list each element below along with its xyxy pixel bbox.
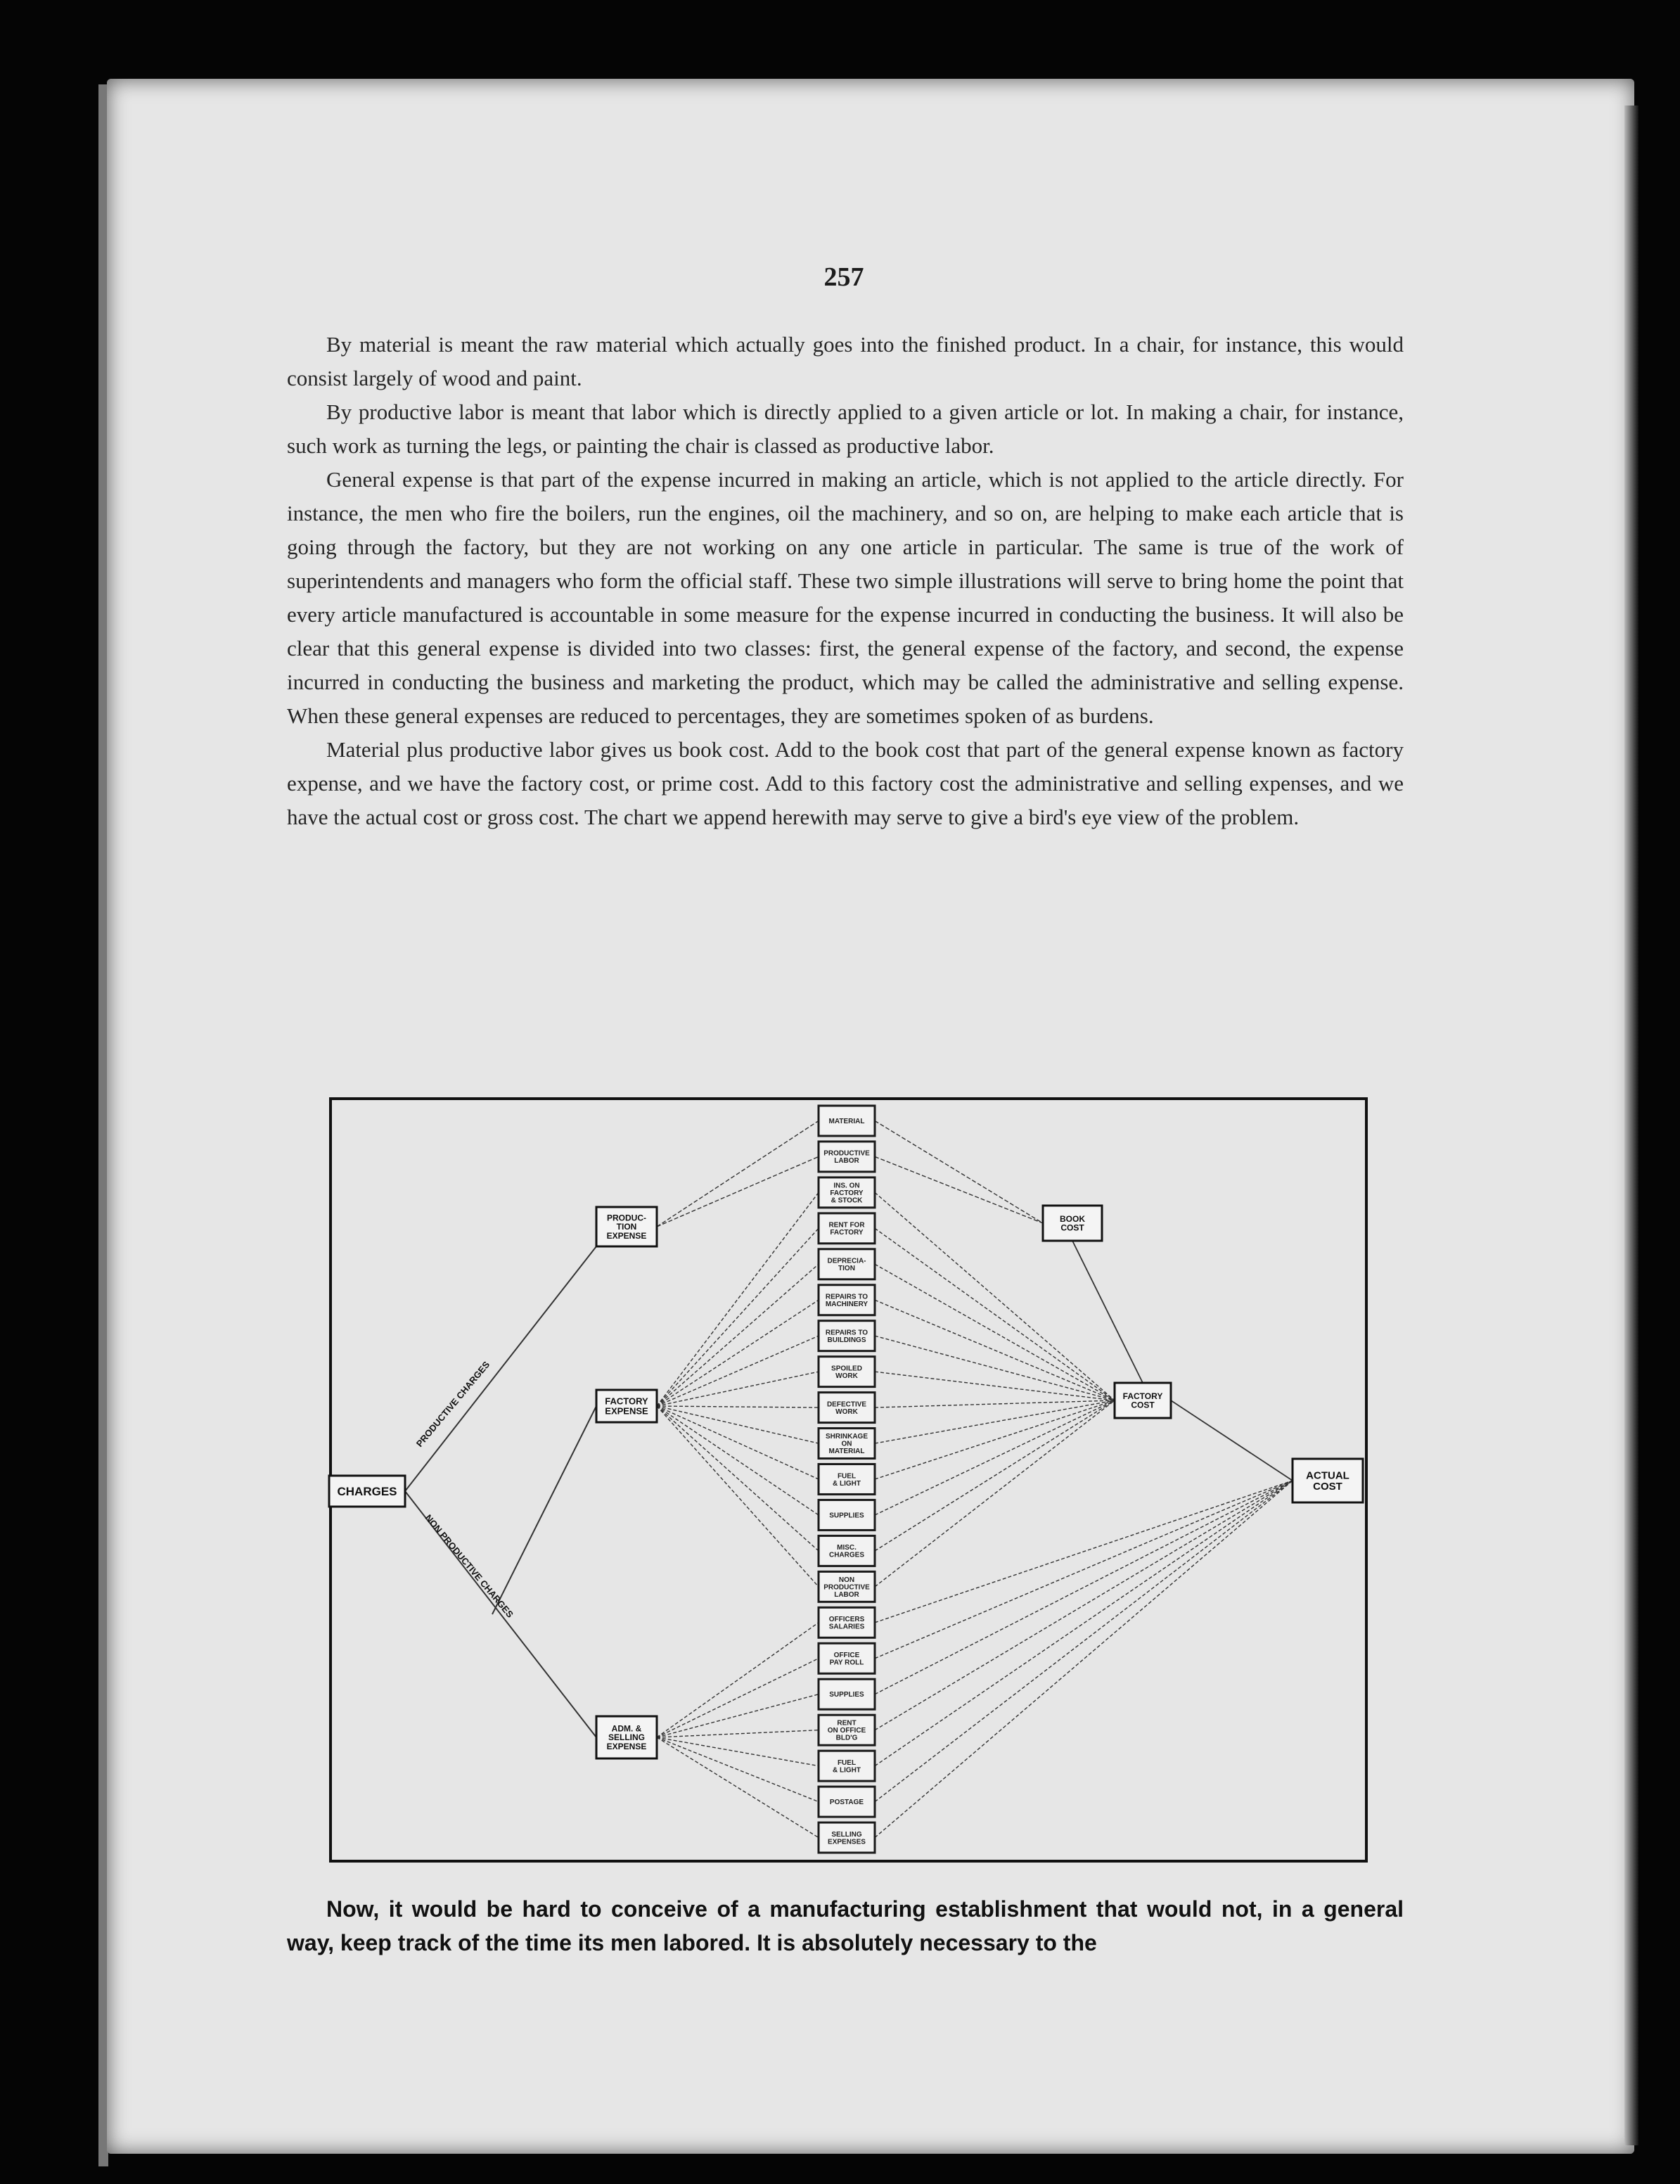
expense-item-label: LABOR	[834, 1157, 859, 1166]
factory-expense-link	[657, 1264, 819, 1406]
actual-cost-link	[875, 1481, 1293, 1838]
expense-item-label: MATERIAL	[828, 1117, 865, 1125]
expense-item-label: WORK	[835, 1407, 858, 1416]
expense-item-label: SELLING	[831, 1830, 862, 1839]
factory-cost-link	[875, 1400, 1115, 1587]
expense-item-label: OFFICE	[833, 1652, 860, 1660]
expense-item-label: DEPRECIA-	[827, 1257, 866, 1265]
expense-item-label: NON	[838, 1576, 855, 1584]
book-cost-link	[875, 1156, 1043, 1223]
productive-charges-line	[405, 1246, 596, 1491]
factory-cost-label: COST	[1131, 1400, 1155, 1410]
expense-item-label: POSTAGE	[829, 1799, 864, 1807]
expense-item-label: ON	[841, 1440, 852, 1448]
adm-expense-link	[657, 1737, 819, 1802]
paragraph-material: By material is meant the raw material which actually goes into the finished product. In a chair, for instance, this would consist largely of wood and paint.	[287, 332, 1404, 390]
factory-expense-link	[657, 1192, 819, 1406]
factory-expense-link	[657, 1300, 819, 1406]
actual-cost-link	[875, 1481, 1293, 1623]
expense-item-label: SUPPLIES	[829, 1512, 864, 1520]
factory-cost-link	[875, 1336, 1115, 1400]
expense-item-label: WORK	[835, 1372, 858, 1380]
adm-expense-link	[657, 1737, 819, 1766]
factory-expense-label: EXPENSE	[605, 1405, 648, 1417]
expense-item-label: ON OFFICE	[827, 1727, 866, 1735]
expense-item-label: EXPENSES	[828, 1838, 866, 1846]
production-link	[657, 1120, 819, 1227]
expense-item-label: FUEL	[837, 1758, 857, 1767]
expense-item-label: FACTORY	[830, 1189, 864, 1197]
production-expense-label: TION	[616, 1222, 637, 1232]
non-productive-to-factory-line	[492, 1406, 596, 1614]
factory-cost-link	[875, 1372, 1115, 1400]
adm-selling-expense-label: SELLING	[608, 1732, 646, 1743]
bottom-text	[287, 1892, 1404, 1960]
adm-selling-expense-label: ADM. &	[611, 1723, 642, 1734]
expense-item-label: RENT	[837, 1719, 857, 1728]
expense-item-label: SUPPLIES	[829, 1691, 864, 1699]
factory-to-actual-cost-line	[1171, 1400, 1293, 1481]
actual-cost-label: ACTUAL	[1306, 1469, 1349, 1482]
actual-cost-link	[875, 1481, 1293, 1694]
charges-label: CHARGES	[337, 1484, 397, 1498]
page-number: 257	[823, 262, 864, 292]
factory-expense-label: FACTORY	[605, 1396, 648, 1407]
expense-item-label: & STOCK	[831, 1196, 863, 1205]
factory-cost-link	[875, 1264, 1115, 1400]
expense-item-label: REPAIRS TO	[825, 1293, 868, 1301]
production-expense-label: EXPENSE	[606, 1230, 647, 1241]
expense-item-label: MATERIAL	[828, 1448, 865, 1456]
book-cost-link	[875, 1120, 1043, 1223]
adm-selling-expense-label: EXPENSE	[606, 1741, 647, 1751]
expense-item-label: FUEL	[837, 1472, 857, 1481]
non-productive-charges-label: NON PRODUCTIVE CHARGES	[423, 1512, 515, 1620]
expense-item-label: MACHINERY	[825, 1300, 868, 1308]
expense-item-label: OFFICERS	[828, 1616, 865, 1624]
factory-expense-link	[657, 1406, 819, 1443]
book-cost-label: COST	[1060, 1222, 1084, 1233]
expense-item-label: & LIGHT	[833, 1766, 861, 1775]
actual-cost-label: COST	[1313, 1481, 1342, 1493]
factory-cost-link	[875, 1400, 1115, 1479]
factory-expense-link	[657, 1406, 819, 1587]
expense-item-label: REPAIRS TO	[825, 1329, 868, 1337]
expense-item-label: DEFECTIVE	[826, 1400, 867, 1409]
actual-cost-link	[875, 1481, 1293, 1659]
production-expense-label: PRODUC-	[607, 1213, 646, 1223]
expense-item-label: TION	[838, 1265, 855, 1273]
expense-item-label: LABOR	[834, 1590, 859, 1599]
expense-item-label: PRODUCTIVE	[823, 1583, 870, 1592]
production-link	[657, 1156, 819, 1227]
productive-charges-label: PRODUCTIVE CHARGES	[413, 1359, 492, 1449]
expense-item-label: RENT FOR	[828, 1221, 865, 1230]
expense-item-label: BLD'G	[835, 1734, 858, 1742]
factory-expense-link	[657, 1406, 819, 1551]
adm-expense-link	[657, 1737, 819, 1838]
adm-expense-link	[657, 1659, 819, 1737]
factory-cost-link	[875, 1400, 1115, 1515]
expense-item-label: SPOILED	[831, 1365, 862, 1373]
paragraph-productive-labor: By productive labor is meant that labor which is directly applied to a given article or lot. In making a chair, for instance, such work as turning the legs, or painting the chair is classed as productive labor.	[287, 400, 1404, 458]
factory-cost-link	[875, 1400, 1115, 1551]
factory-cost-link	[875, 1300, 1115, 1400]
book-cost-label: BOOK	[1060, 1213, 1085, 1224]
book-to-factory-cost-line	[1072, 1241, 1143, 1383]
actual-cost-link	[875, 1481, 1293, 1730]
expense-item-label: & LIGHT	[833, 1479, 861, 1488]
expense-item-label: FACTORY	[830, 1229, 864, 1237]
factory-expense-link	[657, 1228, 819, 1406]
factory-expense-link	[657, 1406, 819, 1515]
expense-item-label: CHARGES	[828, 1551, 865, 1559]
expense-item-label: PAY ROLL	[829, 1659, 864, 1667]
factory-expense-link	[657, 1372, 819, 1406]
factory-expense-link	[657, 1406, 819, 1407]
actual-cost-link	[875, 1481, 1293, 1802]
paragraph-time-tracking: Now, it would be hard to conceive of a manufacturing establishment that would not, in a general way, keep track of the time its men labored. It is absolutely necessary to the	[287, 1896, 1404, 1955]
expense-item-label: PRODUCTIVE	[823, 1149, 870, 1158]
factory-cost-label: FACTORY	[1122, 1391, 1163, 1401]
expense-item-label: SHRINKAGE	[825, 1433, 868, 1441]
expense-item-label: INS. ON	[833, 1182, 860, 1190]
factory-expense-link	[657, 1406, 819, 1479]
expense-item-label: MISC.	[837, 1544, 857, 1552]
expense-item-label: BUILDINGS	[827, 1336, 866, 1344]
actual-cost-link	[875, 1481, 1293, 1766]
paragraph-cost-summary: Material plus productive labor gives us book cost. Add to the book cost that part of the general expense known as factory expense, and we have the factory cost, or prime cost. Add to this factory cost the administrative and selling expenses, and we have the actual cost or gross cost. The chart we append herewith may serve to give a bird's eye view of the problem.	[287, 737, 1404, 829]
adm-expense-link	[657, 1623, 819, 1737]
factory-cost-link	[875, 1400, 1115, 1407]
factory-expense-link	[657, 1336, 819, 1406]
paragraph-general-expense: General expense is that part of the expense incurred in making an article, which is not applied to the article directly. For instance, the men who fire the boilers, run the engines, oil the machinery, and so on, are helping to make each article that is going through the factory, but they are not working on any one article in particular. The same is true of the work of superintendents and managers who form the official staff. These two simple illustrations will serve to bring home the point that every article manufactured is accountable in some measure for the expense incurred in conducting the business. It will also be clear that this general expense is divided into two classes: first, the general expense of the factory, and second, the expense incurred in conducting the business and marketing the product, which may be called the administrative and selling expense. When these general expenses are reduced to percentages, they are sometimes spoken of as burdens.	[287, 467, 1404, 728]
expense-item-label: SALARIES	[828, 1623, 865, 1631]
